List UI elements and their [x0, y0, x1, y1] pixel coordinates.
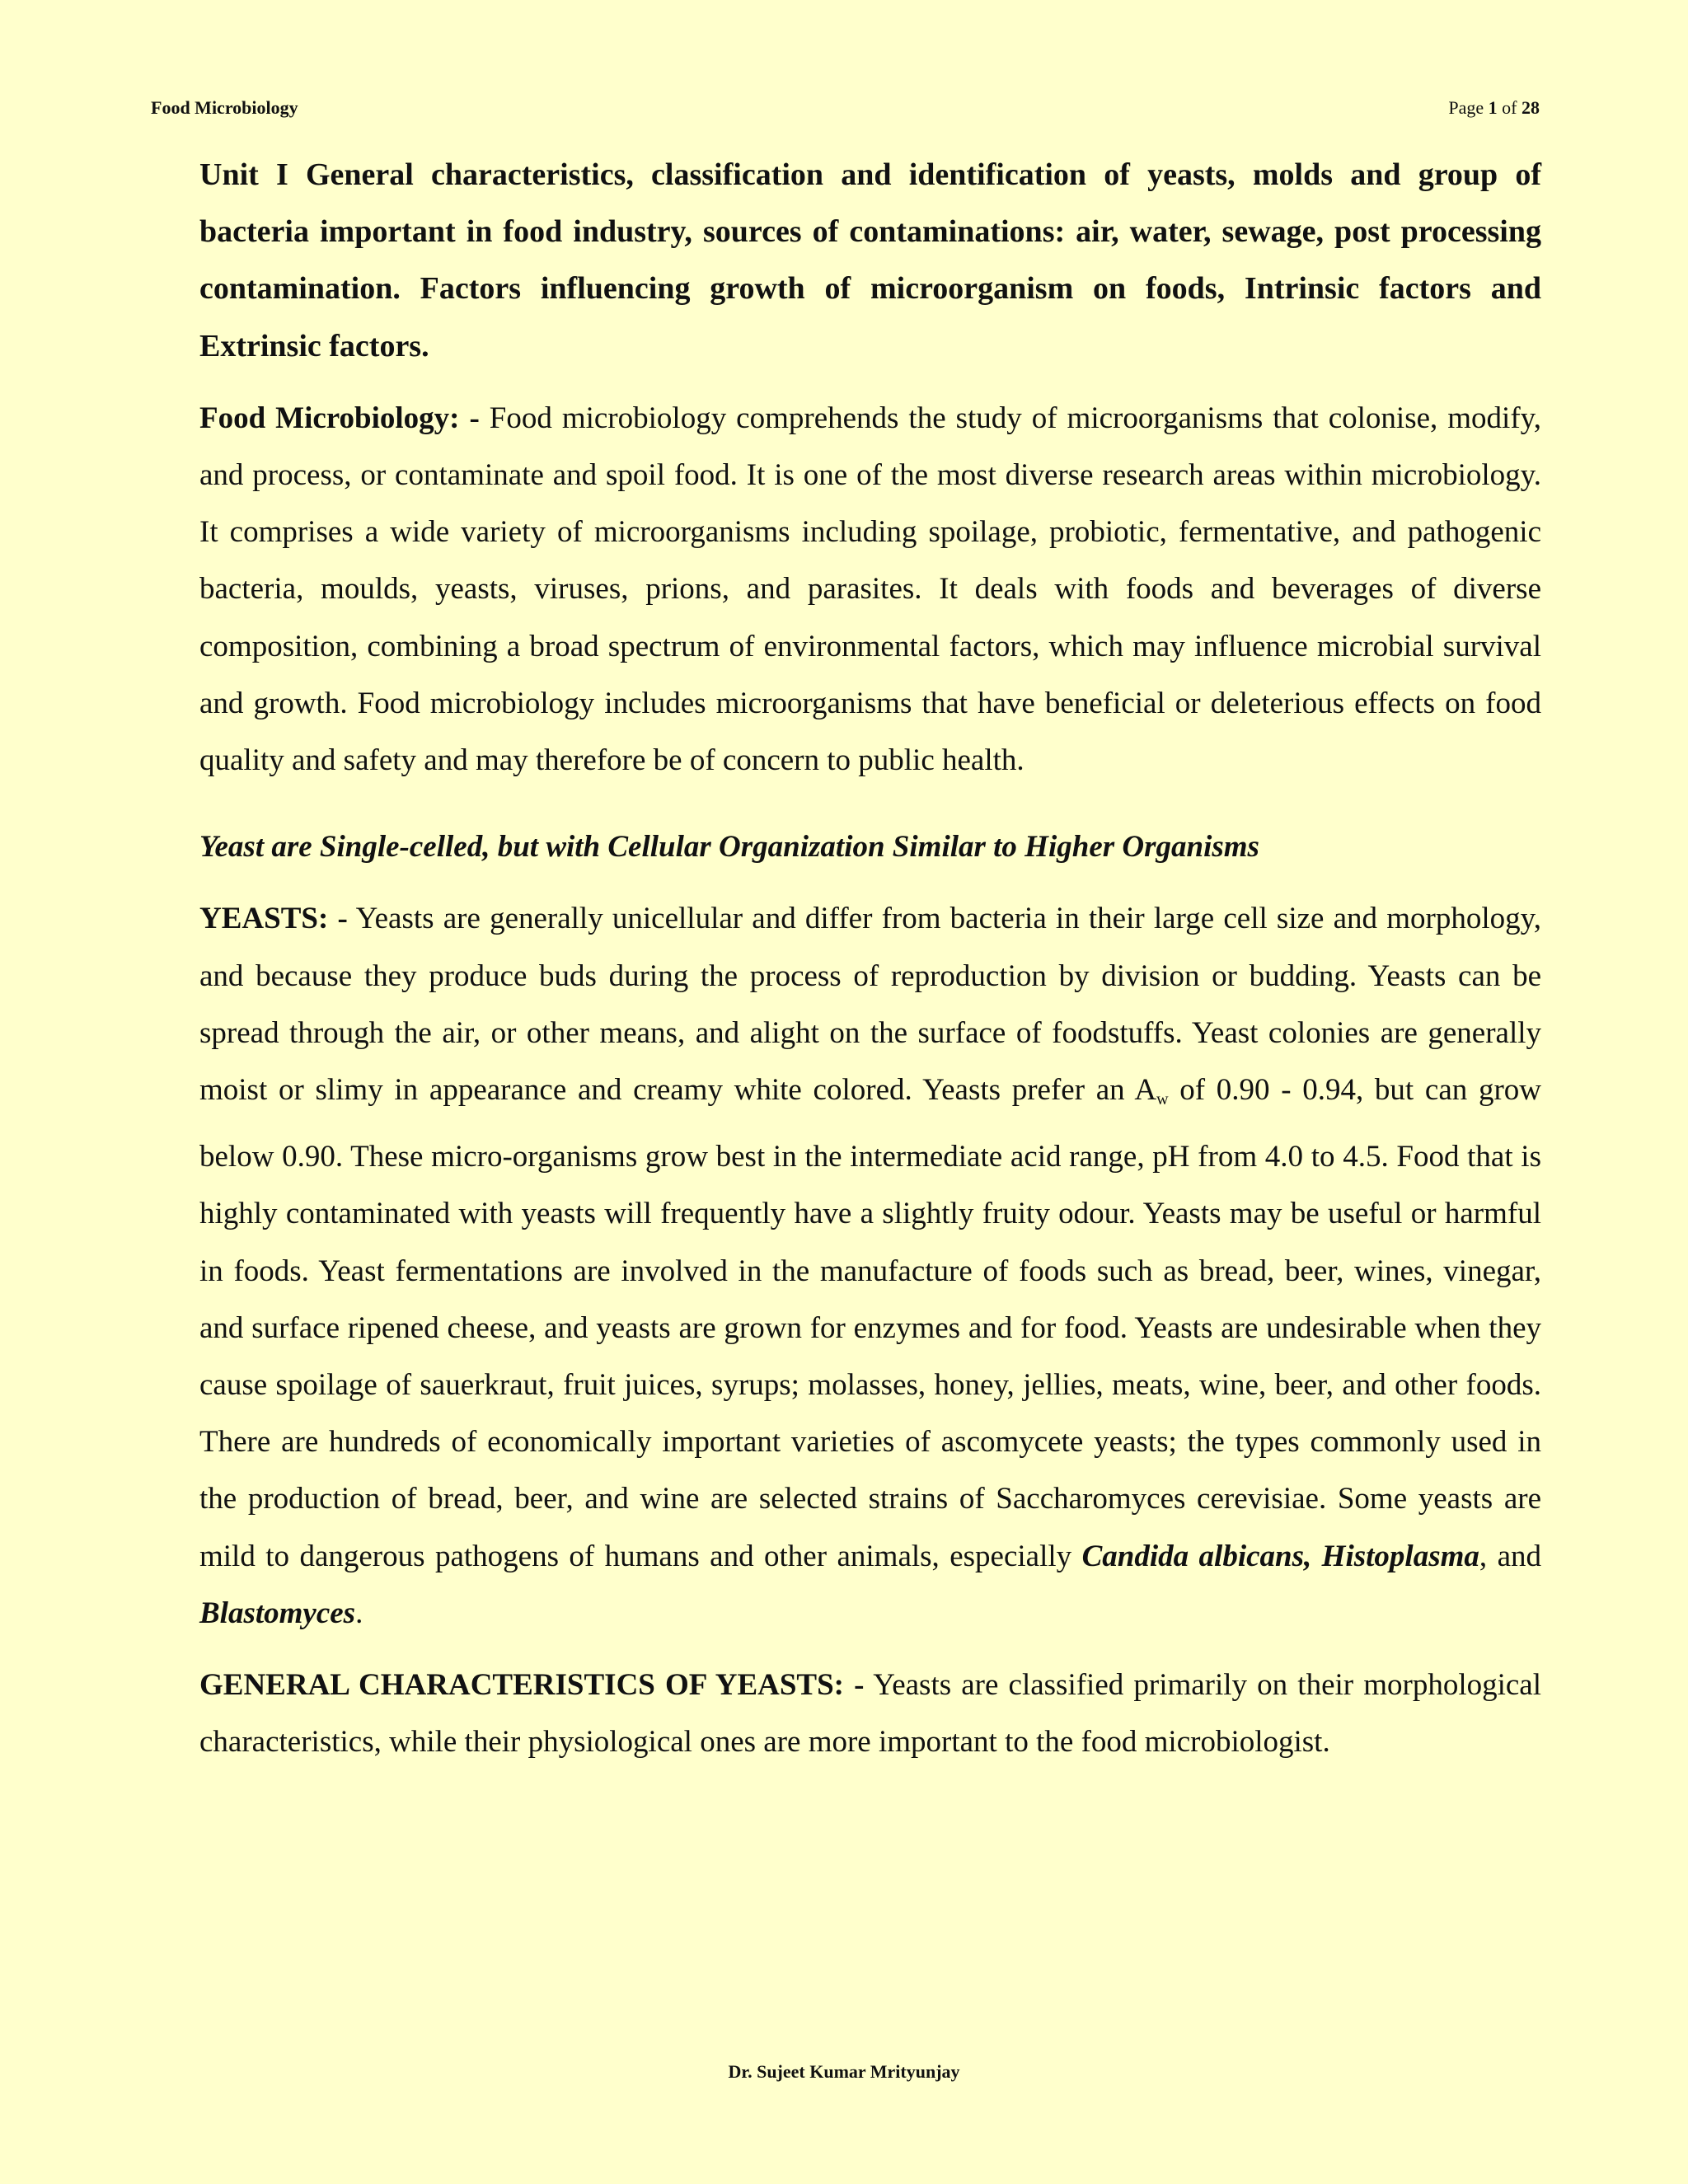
- general-characteristics-paragraph: [199, 1657, 1541, 1770]
- page-of: of: [1497, 97, 1522, 118]
- header-title: Food Microbiology: [151, 97, 298, 118]
- food-microbiology-paragraph: [199, 390, 1541, 789]
- yeasts-lead: YEASTS: -: [199, 902, 348, 936]
- food-microbiology-text: Food microbiology comprehends the study of microorganisms that colonise, modify, and process, or contaminate and spoil food. It is one of the most diverse research areas within microbiology. It comprises a wide variety of microorganisms including spoilage, probiotic, fermentative, and pathogenic bacteria, moulds, yeasts, viruses, prions, and parasites. It deals with foods and beverages of diverse composition, combining a broad spectrum of environmental factors, which may influence microbial survival and growth. Food microbiology includes microorganisms that have beneficial or deleterious effects on food quality and safety and may therefore be of concern to public health.: [199, 401, 1541, 778]
- page-total: 28: [1522, 97, 1540, 118]
- yeasts-text-2: of 0.90 - 0.94, but can grow below 0.90. These micro-organisms grow best in the intermediate acid range, pH from 4.0 to 4.5. Food that is highly contaminated with yeasts will frequently have a slightly fruity odour. Yeasts may be useful or harmful in foods. Yeast fermentations are involved in the manufacture of foods such as bread, beer, wines, vinegar, and surface ripened cheese, and yeasts are grown for enzymes and for food. Yeasts are undesirable when they cause spoilage of sauerkraut, fruit juices, syrups; molasses, honey, jellies, meats, wine, beer, and other foods. There are hundreds of economically important varieties of ascomycete yeasts; the types commonly used in the production of bread, beer, and wine are selected strains of Saccharomyces cerevisiae. Some yeasts are mild to dangerous pathogens of humans and other animals, especially: [199, 1073, 1541, 1573]
- species-candida-histoplasma: Candida albicans, Histoplasma: [1081, 1539, 1479, 1573]
- food-microbiology-lead: Food Microbiology: -: [199, 401, 480, 435]
- yeast-subheading: Yeast are Single-celled, but with Cellular Organization Similar to Higher Organisms: [199, 830, 1259, 865]
- document-body: [199, 147, 1541, 1770]
- running-header: [151, 97, 1540, 122]
- unit-title: Unit I General characteristics, classification and identification of yeasts, molds and group of bacteria important in food industry, sources of contaminations: air, water, sewage, post processing contamination. Factors influencing growth of microorganism on foods, Intrinsic factors and Extrinsic factors.: [199, 157, 1541, 363]
- yeasts-end: .: [355, 1596, 363, 1630]
- species-blastomyces: Blastomyces: [199, 1596, 356, 1630]
- footer-author: Dr. Sujeet Kumar Mrityunjay: [728, 2061, 960, 2082]
- page-current: 1: [1488, 97, 1498, 118]
- page-word: Page: [1448, 97, 1489, 118]
- general-characteristics-text: Yeasts are classified primarily on their morphological characteristics, while their physiological ones are more important to the food microbiologist.: [199, 1668, 1541, 1760]
- page-number: [1448, 97, 1540, 119]
- yeasts-text-1: Yeasts are generally unicellular and differ from bacteria in their large cell size and morphology, and because they produce buds during the process of reproduction by division or budding. Yeasts can be spread through the air, or other means, and alight on the surface of foodstuffs. Yeast colonies are generally moist or slimy in appearance and creamy white colored. Yeasts prefer an: [199, 902, 1541, 1108]
- water-activity-subscript: w: [1156, 1090, 1169, 1109]
- yeasts-paragraph: [199, 890, 1541, 1642]
- general-characteristics-lead: GENERAL CHARACTERISTICS OF YEASTS: -: [199, 1668, 865, 1703]
- water-activity-symbol: A: [1134, 1073, 1157, 1108]
- species-separator: , and: [1479, 1539, 1541, 1573]
